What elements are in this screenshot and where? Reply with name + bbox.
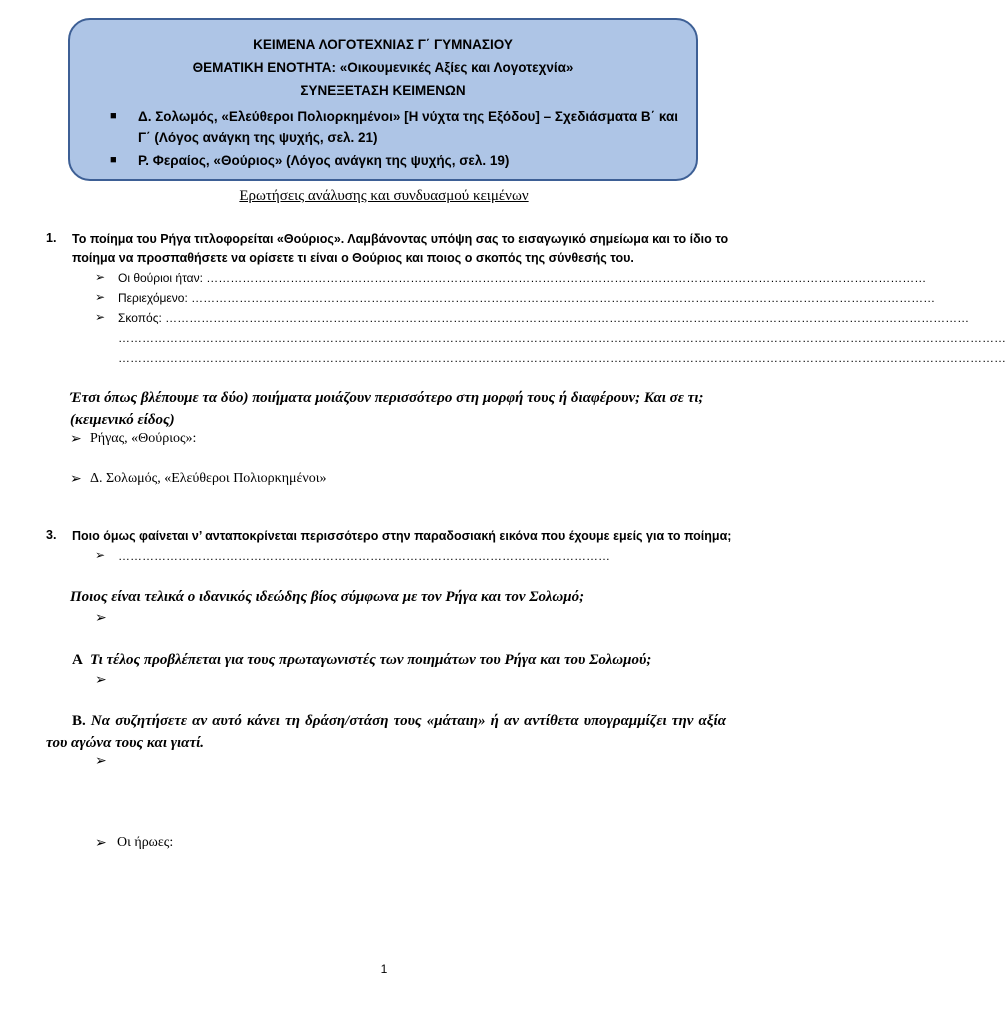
arrow-bullet-icon: ➢ (95, 836, 107, 851)
question-4-text: Ποιος είναι τελικά ο ιδανικός ιδεώδης βίος σύμφωνα με τον Ρήγα και τον Σολωμό; (70, 589, 585, 605)
question-3-number: 3. (46, 528, 57, 542)
field-purpose[interactable]: Σκοπός: ………………………………………………………………………………………………………………………………………………………………………………… (118, 311, 970, 325)
item-rigas-thourios: Ρήγας, «Θούριος»: (90, 431, 197, 446)
arrow-bullet-icon: ➢ (70, 432, 82, 447)
arrow-bullet-icon: ➢ (95, 754, 107, 769)
question-b-label: Β. (72, 713, 86, 729)
header-thematic-unit: ΘΕΜΑΤΙΚΗ ΕΝΟΤΗΤΑ: «Οικουμενικές Αξίες και Λογοτεχνία» (192, 60, 574, 75)
heroes-label: Οι ήρωες: (117, 835, 174, 850)
header-bullet-solomos: ■ Δ. Σολωμός, «Ελεύθεροι Πολιορκημένοι» [Η νύχτα της Εξόδου] – Σχεδιάσματα Β΄ και Γ΄ (Λόγος ανάγκη της ψυχής, σελ. 21) (110, 106, 685, 148)
question-3-text: Ποιο όμως φαίνεται ν’ ανταποκρίνεται περισσότερο στην παραδοσιακή εικόνα που έχουμε εμείς για το ποίημα; (72, 529, 732, 543)
arrow-bullet-icon: ➢ (95, 673, 107, 688)
page-subtitle: Ερωτήσεις ανάλυσης και συνδυασμού κειμένων (239, 188, 529, 204)
question-a-text: Τι τέλος προβλέπεται για τους πρωταγωνιστές των ποιημάτων του Ρήγα και του Σολωμού; (90, 652, 652, 668)
answer-line[interactable]: …………………………………………………………………………………………………………………………………………………………………………………………………… (118, 331, 1006, 345)
arrow-bullet-icon: ➢ (95, 548, 106, 562)
answer-line[interactable]: …………………………………………………………………………………………………………………………………………………………………………………………………… (118, 351, 1006, 365)
square-bullet-icon: ■ (110, 110, 117, 122)
question-1-number: 1. (46, 231, 57, 245)
question-b-text: Β. Να συζητήσετε αν αυτό κάνει τη δράση/στάση τους «μάταιη» ή αν αντίθετα υπογραμμίζει την αξία του αγώνα τους και γιατί. (46, 713, 727, 751)
arrow-bullet-icon: ➢ (95, 290, 106, 304)
page-number: 1 (380, 962, 388, 976)
square-bullet-icon: ■ (110, 154, 117, 166)
answer-line[interactable]: …………………………………………………………………………………………………………… (118, 549, 610, 563)
item-solomos-poem: Δ. Σολωμός, «Ελεύθεροι Πολιορκημένοι» (90, 471, 327, 486)
arrow-bullet-icon: ➢ (70, 472, 82, 487)
field-thourioi[interactable]: Οι θούριοι ήταν: ……………………………………………………………………………………………………………………………………………………………… (118, 271, 927, 285)
question-a-label: Α (72, 652, 83, 668)
question-2-text: Έτσι όπως βλέπουμε τα δύο) ποιήματα μοιάζουν περισσότερο στη μορφή τους ή διαφέρουν; Και σε τι; (κειμενικό είδος) (70, 390, 704, 428)
header-box (68, 18, 698, 181)
field-content[interactable]: Περιεχόμενο: …………………………………………………………………………………………………………………………………………………………………… (118, 291, 936, 305)
header-section: ΣΥΝΕΞΕΤΑΣΗ ΚΕΙΜΕΝΩΝ (300, 83, 466, 98)
arrow-bullet-icon: ➢ (95, 270, 106, 284)
arrow-bullet-icon: ➢ (95, 611, 107, 626)
question-1-text: Το ποίημα του Ρήγα τιτλοφορείται «Θούριος». Λαμβάνοντας υπόψη σας το εισαγωγικό σημείωμα και το ίδιο το ποίημα να προσπαθήσετε να ορίσετε τι είναι ο Θούριος και ποιος ο σκοπός της σύνθεσής του. (72, 232, 729, 265)
header-title: ΚΕΙΜΕΝΑ ΛΟΓΟΤΕΧΝΙΑΣ Γ΄ ΓΥΜΝΑΣΙΟΥ (253, 37, 513, 52)
arrow-bullet-icon: ➢ (95, 310, 106, 324)
header-bullet-feraios: ■ Ρ. Φεραίος, «Θούριος» (Λόγος ανάγκη της ψυχής, σελ. 19) (110, 150, 685, 171)
